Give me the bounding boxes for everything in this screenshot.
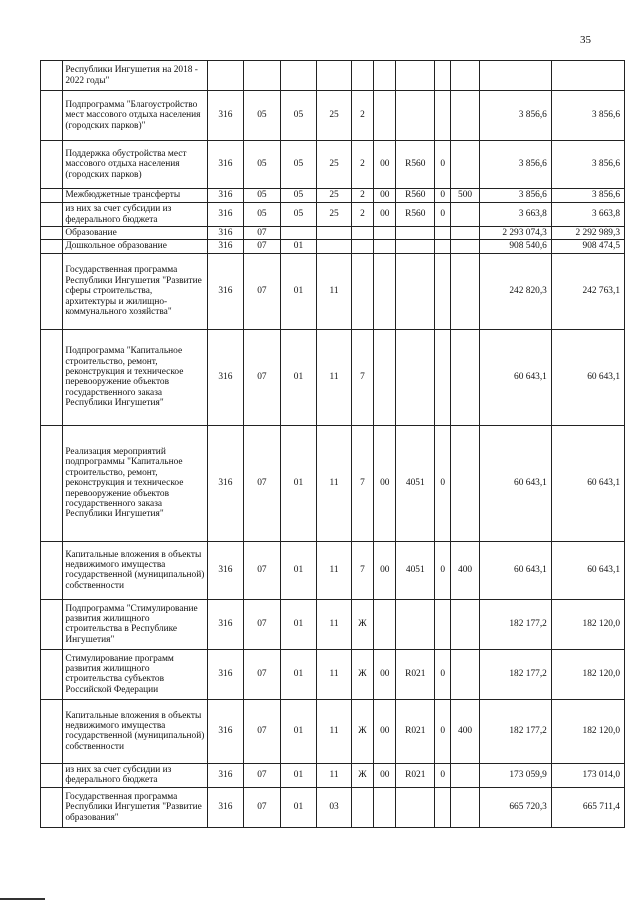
- program-code-cell: 11: [317, 541, 352, 599]
- direction-code-cell: R021: [396, 763, 435, 787]
- index-cell: [41, 599, 63, 649]
- table-row: [41, 141, 625, 189]
- event-code-cell: [374, 253, 396, 329]
- program-code-cell: 11: [317, 253, 352, 329]
- index-cell: [41, 541, 63, 599]
- subsection-code-cell: [280, 227, 317, 240]
- amount-1-cell: 182 177,2: [479, 599, 551, 649]
- section-code-cell: 07: [244, 787, 281, 827]
- subprogram-code-cell: [351, 253, 373, 329]
- row-name-cell: Стимулирование программ развития жилищного строительства субъектов Российской Федерации: [63, 649, 207, 699]
- extra-code-cell: [435, 599, 451, 649]
- index-cell: [41, 141, 63, 189]
- extra-code-cell: [435, 240, 451, 253]
- row-name-cell: Поддержка обустройства мест массового отдыха населения (городских парков): [63, 141, 207, 189]
- row-name-cell: Государственная программа Республики Ингушетия "Развитие сферы строительства, архитектуры и жилищно-коммунального хозяйства": [63, 253, 207, 329]
- ministry-code-cell: 316: [207, 699, 244, 763]
- row-name-cell: из них за счет субсидии из федерального бюджета: [63, 203, 207, 227]
- subprogram-code-cell: 7: [351, 425, 373, 541]
- subsection-code-cell: 05: [280, 91, 317, 141]
- table-row: [41, 599, 625, 649]
- amount-2-cell: 60 643,1: [551, 425, 624, 541]
- subprogram-code-cell: Ж: [351, 649, 373, 699]
- subsection-code-cell: 01: [280, 599, 317, 649]
- expense-type-cell: [451, 253, 479, 329]
- section-code-cell: 07: [244, 541, 281, 599]
- index-cell: [41, 699, 63, 763]
- table-row: [41, 61, 625, 91]
- event-code-cell: 00: [374, 763, 396, 787]
- extra-code-cell: [435, 227, 451, 240]
- program-code-cell: 11: [317, 699, 352, 763]
- program-code-cell: [317, 61, 352, 91]
- table-row: [41, 240, 625, 253]
- program-code-cell: 03: [317, 787, 352, 827]
- expense-type-cell: 400: [451, 699, 479, 763]
- table-row: [41, 189, 625, 203]
- row-name-cell: Реализация мероприятий подпрограммы "Капитальное строительство, ремонт, реконструкция и техническое перевооружение объектов государственного заказа Республики Ингушетия": [63, 425, 207, 541]
- expense-type-cell: [451, 141, 479, 189]
- subprogram-code-cell: Ж: [351, 699, 373, 763]
- subsection-code-cell: 01: [280, 763, 317, 787]
- subsection-code-cell: 01: [280, 253, 317, 329]
- subprogram-code-cell: 2: [351, 91, 373, 141]
- amount-1-cell: 665 720,3: [479, 787, 551, 827]
- amount-1-cell: 3 856,6: [479, 141, 551, 189]
- ministry-code-cell: 316: [207, 203, 244, 227]
- index-cell: [41, 649, 63, 699]
- extra-code-cell: [435, 787, 451, 827]
- amount-1-cell: 60 643,1: [479, 425, 551, 541]
- event-code-cell: 00: [374, 649, 396, 699]
- row-name-cell: Подпрограмма "Благоустройство мест массового отдыха населения (городских парков)": [63, 91, 207, 141]
- direction-code-cell: [396, 61, 435, 91]
- index-cell: [41, 61, 63, 91]
- index-cell: [41, 91, 63, 141]
- amount-2-cell: 3 663,8: [551, 203, 624, 227]
- row-name-cell: Межбюджетные трансферты: [63, 189, 207, 203]
- expense-type-cell: [451, 425, 479, 541]
- index-cell: [41, 763, 63, 787]
- expense-type-cell: 400: [451, 541, 479, 599]
- extra-code-cell: 0: [435, 189, 451, 203]
- event-code-cell: [374, 91, 396, 141]
- extra-code-cell: 0: [435, 699, 451, 763]
- subprogram-code-cell: 2: [351, 203, 373, 227]
- expense-type-cell: [451, 227, 479, 240]
- subsection-code-cell: 01: [280, 649, 317, 699]
- row-name-cell: Образование: [63, 227, 207, 240]
- subprogram-code-cell: 2: [351, 189, 373, 203]
- section-code-cell: 07: [244, 763, 281, 787]
- row-name-cell: Капитальные вложения в объекты недвижимого имущества государственной (муниципальной) собственности: [63, 699, 207, 763]
- direction-code-cell: R560: [396, 189, 435, 203]
- direction-code-cell: [396, 253, 435, 329]
- event-code-cell: [374, 61, 396, 91]
- row-name-cell: Подпрограмма "Стимулирование развития жилищного строительства в Республике Ингушетия": [63, 599, 207, 649]
- table-row: [41, 649, 625, 699]
- event-code-cell: [374, 227, 396, 240]
- expense-type-cell: [451, 91, 479, 141]
- subprogram-code-cell: Ж: [351, 763, 373, 787]
- amount-2-cell: 60 643,1: [551, 329, 624, 425]
- event-code-cell: 00: [374, 541, 396, 599]
- section-code-cell: 07: [244, 240, 281, 253]
- amount-1-cell: 3 663,8: [479, 203, 551, 227]
- event-code-cell: 00: [374, 141, 396, 189]
- extra-code-cell: [435, 253, 451, 329]
- ministry-code-cell: 316: [207, 240, 244, 253]
- budget-table: [40, 60, 625, 828]
- table-row: [41, 699, 625, 763]
- index-cell: [41, 329, 63, 425]
- amount-1-cell: 60 643,1: [479, 541, 551, 599]
- extra-code-cell: 0: [435, 203, 451, 227]
- event-code-cell: [374, 240, 396, 253]
- subprogram-code-cell: 2: [351, 141, 373, 189]
- ministry-code-cell: 316: [207, 787, 244, 827]
- row-name-cell: Государственная программа Республики Ингушетия "Развитие образования": [63, 787, 207, 827]
- index-cell: [41, 203, 63, 227]
- amount-1-cell: 908 540,6: [479, 240, 551, 253]
- amount-2-cell: 242 763,1: [551, 253, 624, 329]
- section-code-cell: 07: [244, 649, 281, 699]
- extra-code-cell: [435, 91, 451, 141]
- direction-code-cell: [396, 91, 435, 141]
- expense-type-cell: [451, 649, 479, 699]
- amount-2-cell: 182 120,0: [551, 699, 624, 763]
- program-code-cell: 25: [317, 141, 352, 189]
- event-code-cell: [374, 329, 396, 425]
- amount-1-cell: 2 293 074,3: [479, 227, 551, 240]
- index-cell: [41, 253, 63, 329]
- amount-2-cell: 182 120,0: [551, 599, 624, 649]
- event-code-cell: 00: [374, 425, 396, 541]
- ministry-code-cell: 316: [207, 91, 244, 141]
- ministry-code-cell: 316: [207, 141, 244, 189]
- direction-code-cell: [396, 227, 435, 240]
- direction-code-cell: R560: [396, 203, 435, 227]
- amount-2-cell: 182 120,0: [551, 649, 624, 699]
- amount-2-cell: 3 856,6: [551, 189, 624, 203]
- amount-1-cell: 60 643,1: [479, 329, 551, 425]
- program-code-cell: 25: [317, 203, 352, 227]
- row-name-cell: Подпрограмма "Капитальное строительство, ремонт, реконструкция и техническое перевооружение объектов государственного заказа Республики Ингушетия": [63, 329, 207, 425]
- direction-code-cell: R560: [396, 141, 435, 189]
- event-code-cell: 00: [374, 189, 396, 203]
- section-code-cell: [244, 61, 281, 91]
- section-code-cell: 07: [244, 227, 281, 240]
- amount-2-cell: 3 856,6: [551, 141, 624, 189]
- subsection-code-cell: 01: [280, 425, 317, 541]
- subprogram-code-cell: Ж: [351, 599, 373, 649]
- program-code-cell: [317, 240, 352, 253]
- index-cell: [41, 240, 63, 253]
- section-code-cell: 07: [244, 599, 281, 649]
- subsection-code-cell: 01: [280, 787, 317, 827]
- expense-type-cell: [451, 240, 479, 253]
- table-row: [41, 425, 625, 541]
- table-body: [41, 61, 625, 828]
- amount-1-cell: [479, 61, 551, 91]
- direction-code-cell: 4051: [396, 541, 435, 599]
- expense-type-cell: [451, 787, 479, 827]
- program-code-cell: 11: [317, 329, 352, 425]
- expense-type-cell: [451, 329, 479, 425]
- row-name-cell: Капитальные вложения в объекты недвижимого имущества государственной (муниципальной) собственности: [63, 541, 207, 599]
- event-code-cell: 00: [374, 203, 396, 227]
- amount-2-cell: 665 711,4: [551, 787, 624, 827]
- direction-code-cell: [396, 787, 435, 827]
- amount-2-cell: 2 292 989,3: [551, 227, 624, 240]
- subsection-code-cell: 01: [280, 329, 317, 425]
- ministry-code-cell: 316: [207, 227, 244, 240]
- subsection-code-cell: 05: [280, 203, 317, 227]
- ministry-code-cell: 316: [207, 189, 244, 203]
- section-code-cell: 05: [244, 91, 281, 141]
- program-code-cell: 11: [317, 763, 352, 787]
- ministry-code-cell: 316: [207, 763, 244, 787]
- direction-code-cell: R021: [396, 649, 435, 699]
- expense-type-cell: [451, 61, 479, 91]
- program-code-cell: 25: [317, 189, 352, 203]
- section-code-cell: 07: [244, 253, 281, 329]
- event-code-cell: [374, 599, 396, 649]
- subsection-code-cell: 01: [280, 240, 317, 253]
- amount-2-cell: [551, 61, 624, 91]
- subsection-code-cell: 01: [280, 699, 317, 763]
- event-code-cell: [374, 787, 396, 827]
- table-row: [41, 253, 625, 329]
- expense-type-cell: 500: [451, 189, 479, 203]
- subsection-code-cell: 05: [280, 189, 317, 203]
- amount-1-cell: 3 856,6: [479, 91, 551, 141]
- program-code-cell: 11: [317, 649, 352, 699]
- amount-1-cell: 182 177,2: [479, 699, 551, 763]
- row-name-cell: Дошкольное образование: [63, 240, 207, 253]
- amount-1-cell: 3 856,6: [479, 189, 551, 203]
- amount-2-cell: 908 474,5: [551, 240, 624, 253]
- ministry-code-cell: 316: [207, 253, 244, 329]
- extra-code-cell: 0: [435, 141, 451, 189]
- extra-code-cell: [435, 61, 451, 91]
- subprogram-code-cell: 7: [351, 541, 373, 599]
- table-row: [41, 203, 625, 227]
- table-row: [41, 763, 625, 787]
- direction-code-cell: [396, 599, 435, 649]
- row-name-cell: из них за счет субсидии из федерального бюджета: [63, 763, 207, 787]
- extra-code-cell: [435, 329, 451, 425]
- program-code-cell: 11: [317, 425, 352, 541]
- subsection-code-cell: 01: [280, 541, 317, 599]
- index-cell: [41, 425, 63, 541]
- subprogram-code-cell: [351, 227, 373, 240]
- index-cell: [41, 787, 63, 827]
- extra-code-cell: 0: [435, 649, 451, 699]
- page-number: 35: [580, 34, 591, 46]
- expense-type-cell: [451, 763, 479, 787]
- amount-1-cell: 182 177,2: [479, 649, 551, 699]
- program-code-cell: 11: [317, 599, 352, 649]
- subsection-code-cell: 05: [280, 141, 317, 189]
- table-row: [41, 91, 625, 141]
- direction-code-cell: R021: [396, 699, 435, 763]
- extra-code-cell: 0: [435, 763, 451, 787]
- table-row: [41, 541, 625, 599]
- subprogram-code-cell: 7: [351, 329, 373, 425]
- event-code-cell: 00: [374, 699, 396, 763]
- section-code-cell: 05: [244, 203, 281, 227]
- section-code-cell: 05: [244, 189, 281, 203]
- row-name-cell: Республики Ингушетия на 2018 - 2022 годы": [63, 61, 207, 91]
- expense-type-cell: [451, 203, 479, 227]
- index-cell: [41, 189, 63, 203]
- subsection-code-cell: [280, 61, 317, 91]
- subprogram-code-cell: [351, 787, 373, 827]
- direction-code-cell: [396, 240, 435, 253]
- section-code-cell: 05: [244, 141, 281, 189]
- program-code-cell: 25: [317, 91, 352, 141]
- ministry-code-cell: 316: [207, 599, 244, 649]
- amount-1-cell: 173 059,9: [479, 763, 551, 787]
- amount-2-cell: 60 643,1: [551, 541, 624, 599]
- subprogram-code-cell: [351, 61, 373, 91]
- amount-2-cell: 173 014,0: [551, 763, 624, 787]
- ministry-code-cell: [207, 61, 244, 91]
- direction-code-cell: 4051: [396, 425, 435, 541]
- index-cell: [41, 227, 63, 240]
- table-row: [41, 329, 625, 425]
- amount-1-cell: 242 820,3: [479, 253, 551, 329]
- scan-edge-mark: [0, 898, 45, 900]
- ministry-code-cell: 316: [207, 649, 244, 699]
- ministry-code-cell: 316: [207, 329, 244, 425]
- extra-code-cell: 0: [435, 541, 451, 599]
- subprogram-code-cell: [351, 240, 373, 253]
- section-code-cell: 07: [244, 699, 281, 763]
- amount-2-cell: 3 856,6: [551, 91, 624, 141]
- direction-code-cell: [396, 329, 435, 425]
- extra-code-cell: 0: [435, 425, 451, 541]
- program-code-cell: [317, 227, 352, 240]
- section-code-cell: 07: [244, 425, 281, 541]
- ministry-code-cell: 316: [207, 541, 244, 599]
- table-row: [41, 787, 625, 827]
- ministry-code-cell: 316: [207, 425, 244, 541]
- table-row: [41, 227, 625, 240]
- expense-type-cell: [451, 599, 479, 649]
- section-code-cell: 07: [244, 329, 281, 425]
